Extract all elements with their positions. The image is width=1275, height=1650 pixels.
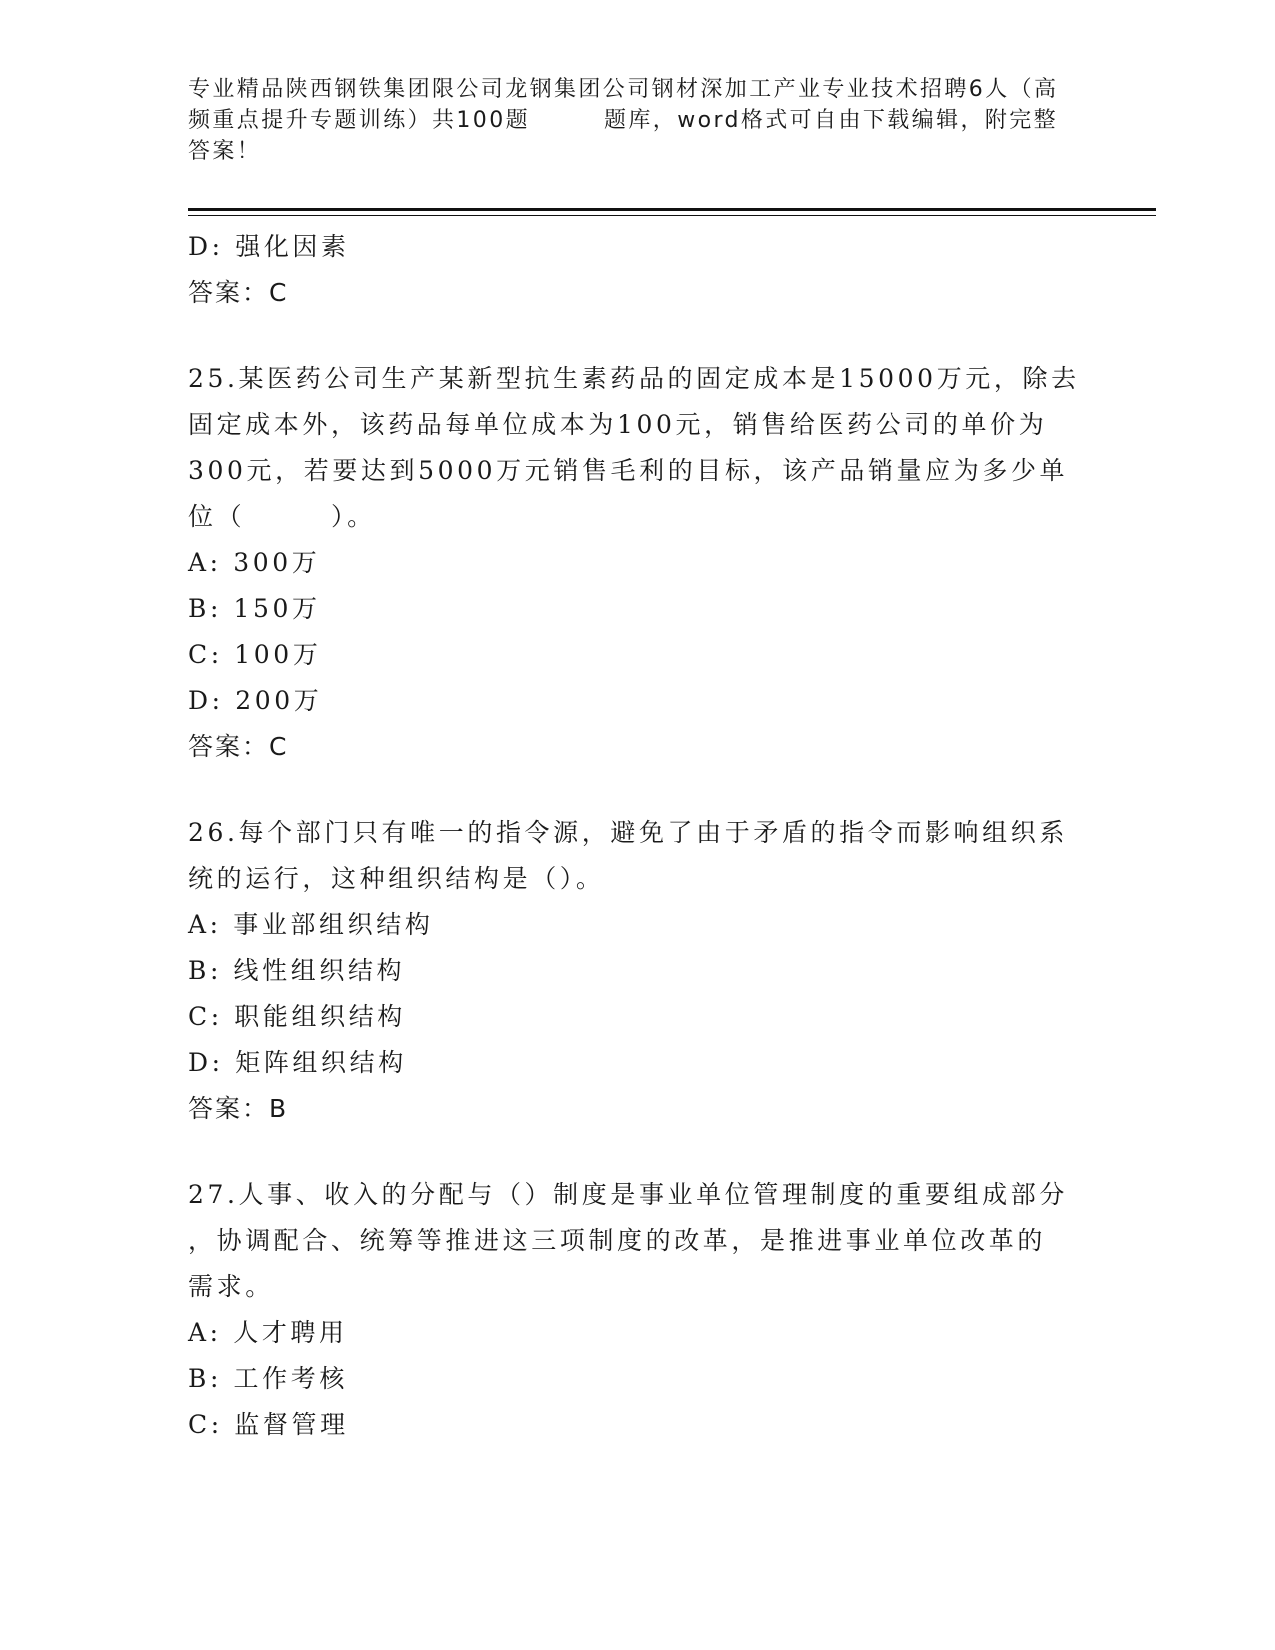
option-d: D: 200万 xyxy=(188,686,323,715)
option-c: C: 100万 xyxy=(188,640,322,669)
option-c: C: 监督管理 xyxy=(188,1410,349,1439)
header-line-1: 专业精品陕西钢铁集团限公司龙钢集团公司钢材深加工产业专业技术招聘6人（高 xyxy=(188,77,1059,102)
option-d: D: 强化因素 xyxy=(188,232,350,261)
option-b: B: 150万 xyxy=(188,594,321,623)
question-stem-line: 300元，若要达到5000万元销售毛利的目标，该产品销量应为多少单 xyxy=(188,456,1069,485)
question-25 xyxy=(188,356,1088,770)
question-stem-line: 27.人事、收入的分配与（）制度是事业单位管理制度的重要组成部分 xyxy=(188,1180,1068,1209)
question-stem-line: ，协调配合、统筹等推进这三项制度的改革，是推进事业单位改革的 xyxy=(188,1226,1047,1255)
question-stem-line: 25.某医药公司生产某新型抗生素药品的固定成本是15000万元，除去 xyxy=(188,364,1080,393)
header-line-2-b: 题库，word格式可自由下载编辑，附完整 xyxy=(604,108,1059,133)
option-a: A: 300万 xyxy=(188,548,321,577)
header-line-2-a: 频重点提升专题训练）共100题 xyxy=(188,108,530,133)
header-line-3: 答案！ xyxy=(188,139,262,164)
answer-line: 答案：C xyxy=(188,278,289,307)
question-27 xyxy=(188,1172,1088,1448)
question-stem-line: 需求。 xyxy=(188,1272,274,1301)
option-d: D: 矩阵组织结构 xyxy=(188,1048,407,1077)
header-line-2 xyxy=(188,105,1088,136)
header-rule-thick xyxy=(188,208,1156,211)
answer-line: 答案：B xyxy=(188,1094,289,1123)
option-b: B: 线性组织结构 xyxy=(188,956,406,985)
answer-line: 答案：C xyxy=(188,732,289,761)
prev-question-tail xyxy=(188,224,1088,316)
option-a: A: 事业部组织结构 xyxy=(188,910,434,939)
option-a: A: 人才聘用 xyxy=(188,1318,348,1347)
header-rule-thin xyxy=(188,215,1156,216)
document-header xyxy=(188,74,1088,167)
option-b: B: 工作考核 xyxy=(188,1364,348,1393)
question-stem-line: 26.每个部门只有唯一的指令源，避免了由于矛盾的指令而影响组织系 xyxy=(188,818,1068,847)
question-content xyxy=(188,224,1088,1448)
question-26 xyxy=(188,810,1088,1132)
question-stem-line: 统的运行，这种组织结构是（）。 xyxy=(188,864,605,893)
option-c: C: 职能组织结构 xyxy=(188,1002,406,1031)
question-stem-line: 位（ ）。 xyxy=(188,502,376,531)
question-stem-line: 固定成本外，该药品每单位成本为100元，销售给医药公司的单价为 xyxy=(188,410,1048,439)
